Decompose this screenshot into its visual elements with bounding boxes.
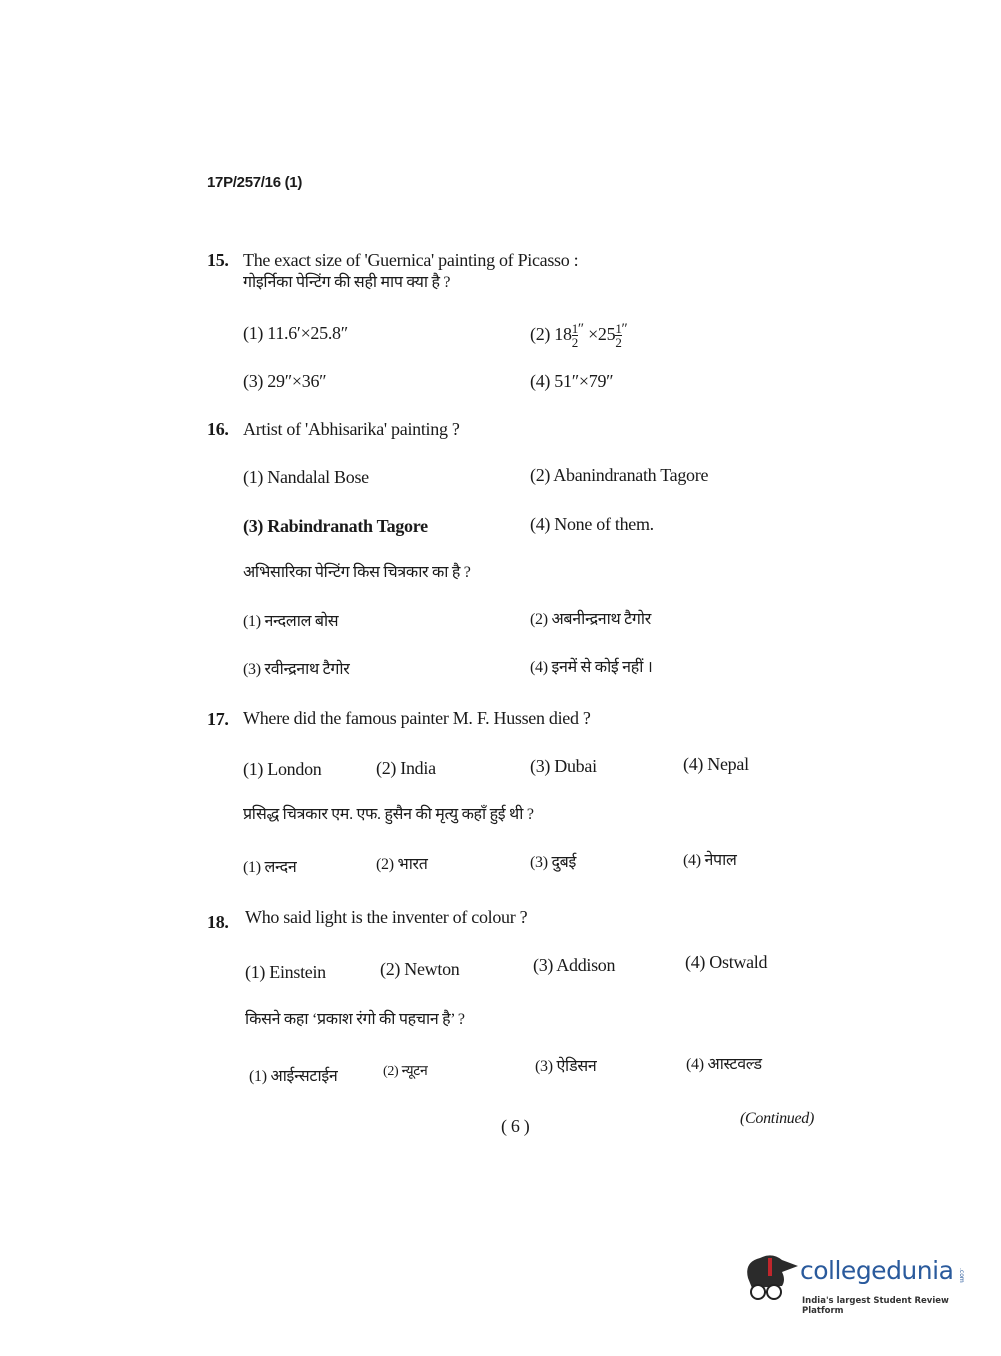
option: (1) आईन्सटाईन xyxy=(249,1068,338,1085)
option: (4) इनमें से कोई नहीं । xyxy=(530,659,653,676)
question-number: 15. xyxy=(207,250,229,270)
option: (1) 11.6′×25.8″ xyxy=(243,323,348,343)
question-text-en: Where did the famous painter M. F. Hussen died ? xyxy=(243,708,591,728)
option: (4) आस्टवल्ड xyxy=(686,1056,762,1073)
option: (1) Nandalal Bose xyxy=(243,467,369,487)
collegedunia-logo xyxy=(742,1250,972,1320)
question-text-hi: किसने कहा ‘प्रकाश रंगो की पहचान है’ ? xyxy=(245,1011,465,1028)
option: (4) 51″×79″ xyxy=(530,371,614,391)
question-text-hi: गोइर्निका पेन्टिंग की सही माप क्या है ? xyxy=(243,274,451,291)
option: (3) दुबई xyxy=(530,854,577,871)
option: (4) Nepal xyxy=(683,754,749,774)
option: (3) Addison xyxy=(533,955,616,975)
question-text-hi: प्रसिद्ध चित्रकार एम. एफ. हुसैन की मृत्यु कहाँ हुई थी ? xyxy=(243,806,534,823)
option: (2) Newton xyxy=(380,959,460,979)
option: (3) 29″×36″ xyxy=(243,371,327,391)
paper-code: 17P/257/16 (1) xyxy=(207,174,303,191)
option: (1) नन्दलाल बोस xyxy=(243,613,339,630)
option: (1) Einstein xyxy=(245,962,326,982)
logo-tagline: India's largest Student Review Platform xyxy=(802,1296,949,1316)
option: (2) India xyxy=(376,758,436,778)
page-number: ( 6 ) xyxy=(501,1116,530,1136)
option: (3) ऐडिसन xyxy=(535,1058,597,1075)
question-number: 17. xyxy=(207,709,229,729)
option: (4) None of them. xyxy=(530,514,654,534)
option: (2) Abanindranath Tagore xyxy=(530,465,709,485)
option: (3) रवीन्द्रनाथ टैगोर xyxy=(243,661,350,678)
option: (1) London xyxy=(243,759,322,779)
option: (2) अबनीन्द्रनाथ टैगोर xyxy=(530,611,651,628)
option: (3) Rabindranath Tagore xyxy=(243,516,428,536)
option: (4) Ostwald xyxy=(685,952,768,972)
question-text-en: Who said light is the inventer of colour ? xyxy=(245,907,528,927)
option: (4) नेपाल xyxy=(683,852,737,869)
option: (2) भारत xyxy=(376,856,428,873)
question-text-en: The exact size of 'Guernica' painting of Picasso : xyxy=(243,250,579,270)
option: (3) Dubai xyxy=(530,756,597,776)
continued-label: (Continued) xyxy=(740,1110,815,1127)
mascot-icon xyxy=(742,1250,800,1310)
question-number: 16. xyxy=(207,419,229,439)
option: (2) 18 $\frac{1}{2}$ ″ ×25 $\frac{1}{2}$ ″ xyxy=(530,321,628,351)
option: (2) न्यूटन xyxy=(383,1064,428,1079)
logo-name: collegedunia xyxy=(800,1256,954,1285)
option: (1) लन्दन xyxy=(243,859,297,876)
question-number: 18. xyxy=(207,912,229,932)
question-text-hi: अभिसारिका पेन्टिंग किस चित्रकार का है ? xyxy=(243,564,471,581)
question-text-en: Artist of 'Abhisarika' painting ? xyxy=(243,419,460,439)
logo-domain: .com xyxy=(958,1268,965,1283)
